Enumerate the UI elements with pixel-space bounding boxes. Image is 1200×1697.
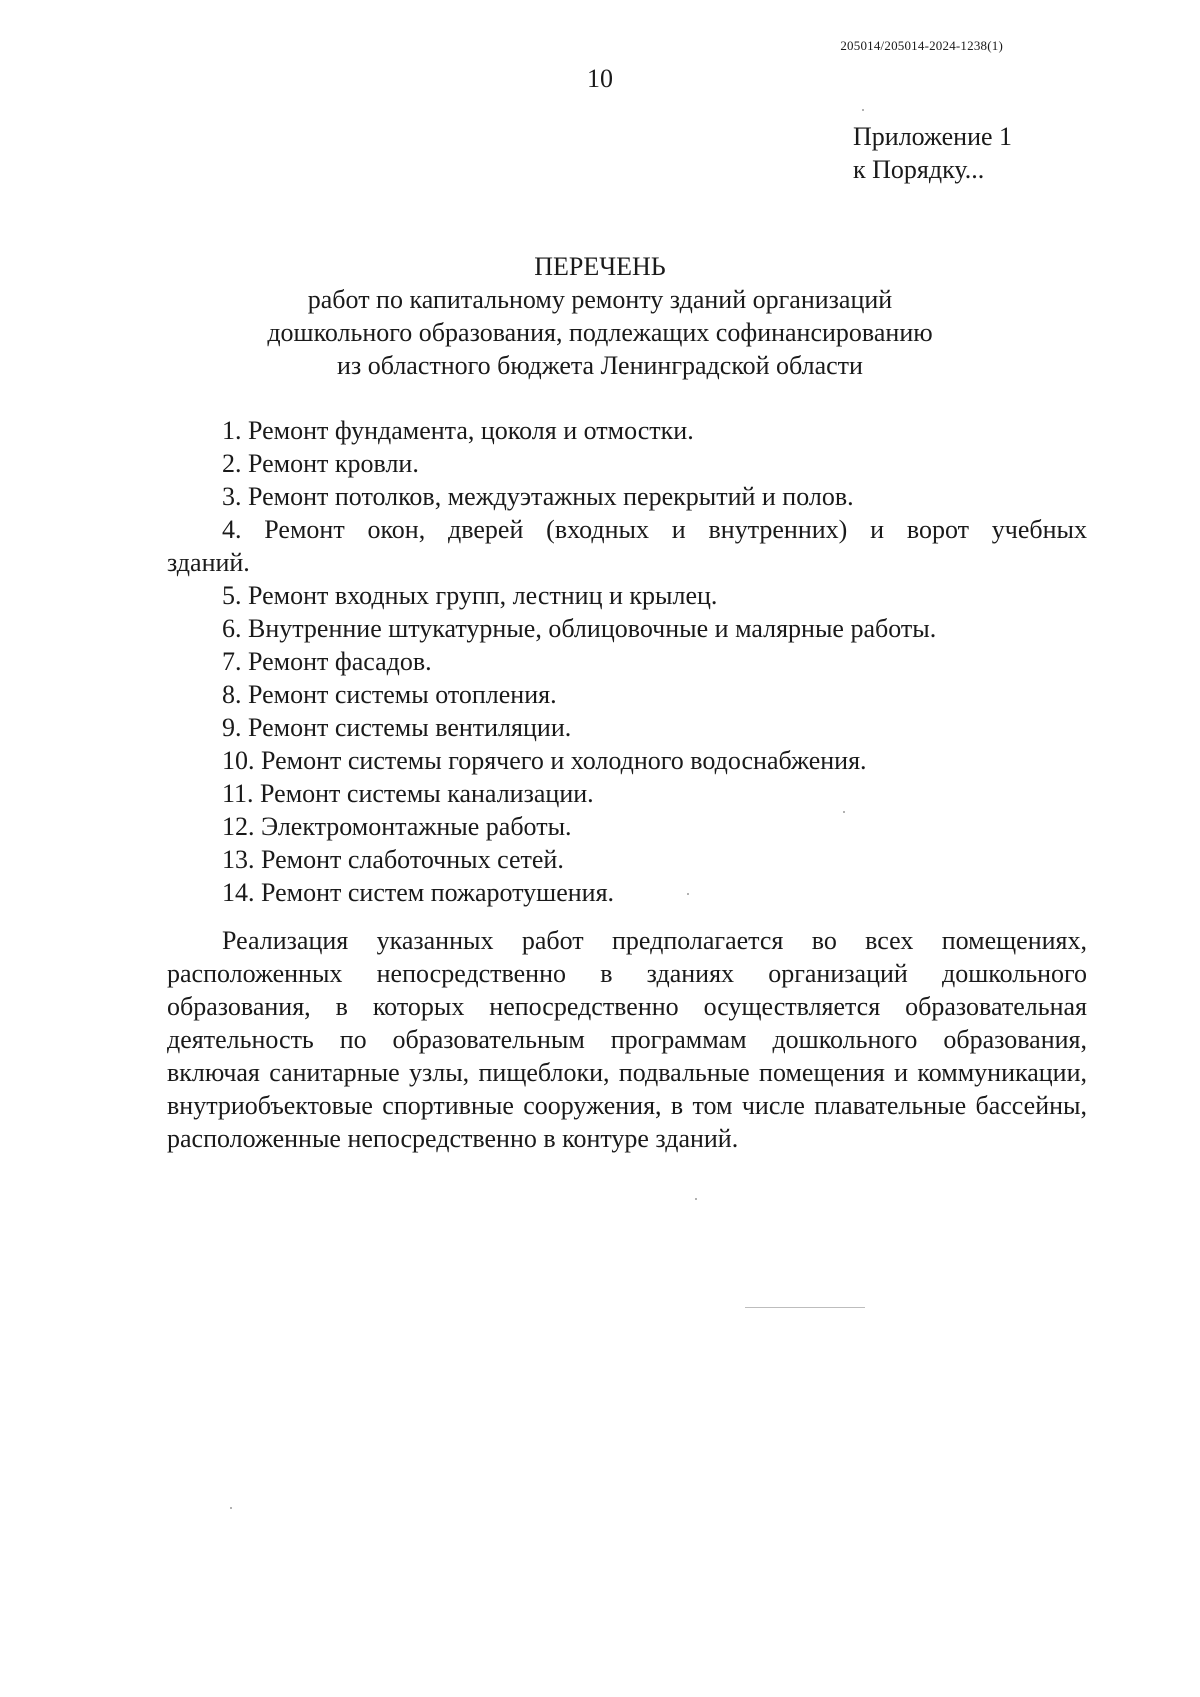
title-line-3: из областного бюджета Ленинградской области — [337, 351, 863, 380]
list-item: 2. Ремонт кровли. — [222, 449, 419, 478]
title-heading: ПЕРЕЧЕНЬ — [534, 252, 666, 281]
list-item: 4. Ремонт окон, дверей (входных и внутренних) и ворот учебных зданий. — [167, 515, 1087, 577]
list-item: 8. Ремонт системы отопления. — [222, 680, 557, 709]
document-title — [0, 250, 1200, 382]
scan-artifact-dot — [862, 109, 864, 111]
title-line-1: работ по капитальному ремонту зданий организаций — [307, 285, 893, 314]
appendix-reference — [853, 120, 1012, 186]
page-number: 10 — [587, 64, 613, 93]
scan-artifact-dot — [843, 811, 845, 813]
list-item: 9. Ремонт системы вентиляции. — [222, 713, 572, 742]
title-line-2: дошкольного образования, подлежащих софинансированию — [267, 318, 933, 347]
list-item: 14. Ремонт систем пожаротушения. — [222, 878, 615, 907]
scope-paragraph: Реализация указанных работ предполагается во всех помещениях, расположенных непосредственно в зданиях организаций дошкольного образования, в которых непосредственно осуществляется образовательная деятельность по образовательным программам дошкольного образования, включая санитарные узлы, пищеблоки, подвальные помещения и коммуникации, внутриобъектовые спортивные сооружения, в том числе плавательные бассейны, расположенные непосредственно в контуре зданий. — [167, 926, 1087, 1153]
list-item: 6. Внутренние штукатурные, облицовочные и малярные работы. — [222, 614, 937, 643]
scan-artifact-dot — [687, 893, 689, 895]
list-item: 11. Ремонт системы канализации. — [222, 779, 594, 808]
appendix-line-1: Приложение 1 — [853, 122, 1013, 151]
list-item: 12. Электромонтажные работы. — [222, 812, 572, 841]
appendix-line-2: к Порядку... — [853, 155, 985, 184]
works-list — [167, 414, 1087, 909]
document-id: 205014/205014-2024-1238(1) — [840, 38, 1003, 53]
list-item: 3. Ремонт потолков, междуэтажных перекрытий и полов. — [222, 482, 854, 511]
list-item: 13. Ремонт слаботочных сетей. — [222, 845, 564, 874]
scan-artifact-dot — [695, 1198, 697, 1200]
list-item: 5. Ремонт входных групп, лестниц и крылец. — [222, 581, 718, 610]
scan-artifact-dot — [230, 1507, 232, 1509]
list-item: 1. Ремонт фундамента, цоколя и отмостки. — [222, 416, 694, 445]
list-item: 10. Ремонт системы горячего и холодного водоснабжения. — [222, 746, 867, 775]
list-item: 7. Ремонт фасадов. — [222, 647, 432, 676]
scan-artifact-line — [745, 1307, 865, 1308]
